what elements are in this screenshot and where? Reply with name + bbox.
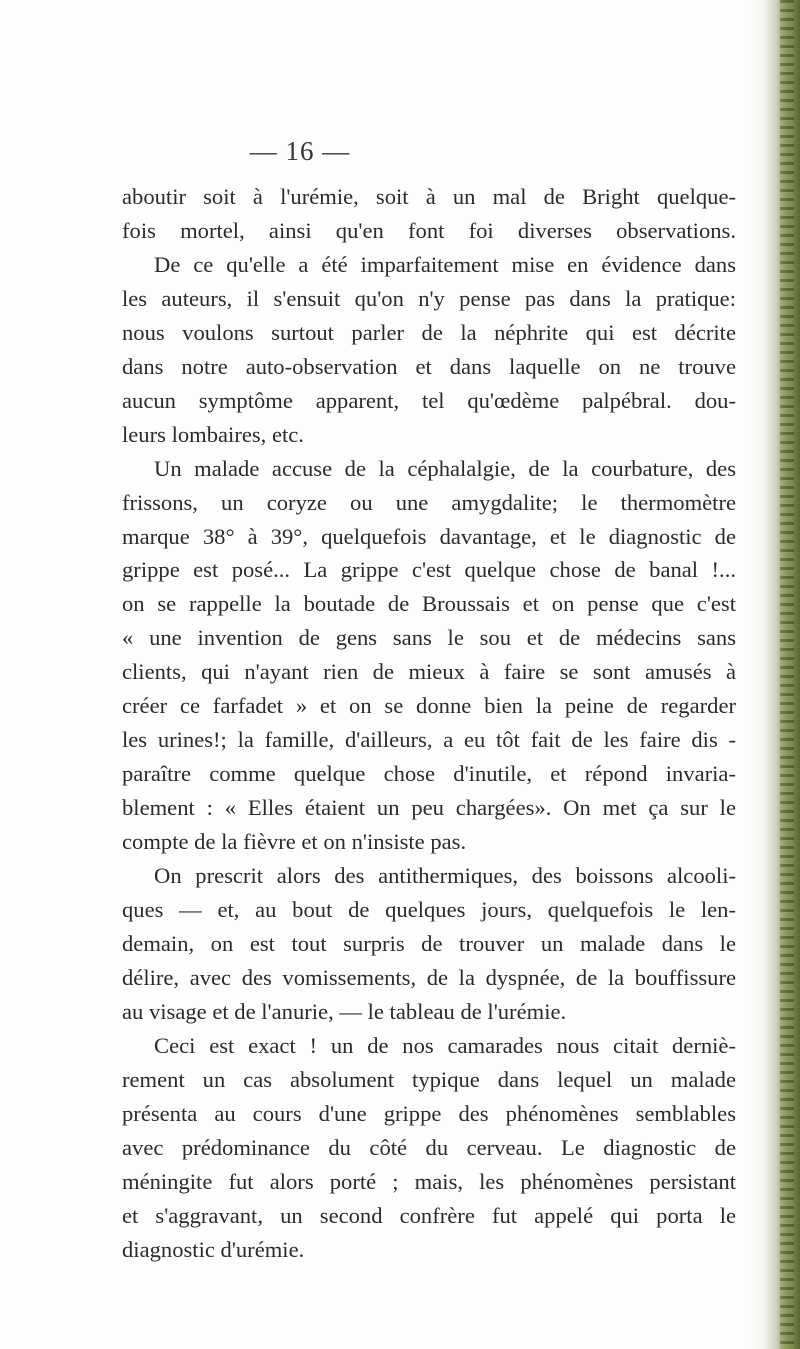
text-line: blement : « Elles étaient un peu chargées». On met ça sur le bbox=[122, 795, 736, 821]
text-line: avec prédominance du côté du cerveau. Le diagnostic de bbox=[122, 1134, 736, 1160]
text-line: dans notre auto-observation et dans laquelle on ne trouve bbox=[122, 353, 736, 379]
text-line: présenta au cours d'une grippe des phénomènes semblables bbox=[122, 1100, 736, 1126]
text-line: aboutir soit à l'urémie, soit à un mal de Bright quelque- bbox=[122, 184, 736, 209]
text-line: rement un cas absolument typique dans lequel un malade bbox=[122, 1066, 736, 1092]
text-line: ques — et, au bout de quelques jours, quelquefois le len- bbox=[122, 897, 736, 923]
text-line: aucun symptôme apparent, tel qu'œdème palpébral. dou- bbox=[122, 387, 736, 413]
text-line: délire, avec des vomissements, de la dyspnée, de la bouffissure bbox=[122, 964, 736, 990]
text-line: diagnostic d'urémie. bbox=[122, 1236, 305, 1262]
text-line: Ceci est exact ! un de nos camarades nous citait derniè- bbox=[154, 1032, 736, 1058]
text-line: marque 38° à 39°, quelquefois davantage, et le diagnostic de bbox=[122, 523, 736, 549]
text-line: On prescrit alors des antithermiques, des boissons alcooli- bbox=[154, 863, 736, 889]
text-line: les urines!; la famille, d'ailleurs, a eu tôt fait de les faire dis - bbox=[122, 727, 736, 753]
body-text bbox=[122, 180, 736, 1267]
page-number: — 16 — bbox=[249, 136, 351, 166]
text-line: créer ce farfadet » et on se donne bien la peine de regarder bbox=[122, 693, 736, 719]
text-line: au visage et de l'anurie, — le tableau de l'urémie. bbox=[122, 998, 567, 1024]
text-line: Un malade accuse de la céphalalgie, de la courbature, des bbox=[154, 455, 736, 481]
text-line: frissons, un coryze ou une amygdalite; le thermomètre bbox=[122, 489, 736, 515]
text-line: compte de la fièvre et on n'insiste pas. bbox=[122, 829, 467, 855]
text-line: leurs lombaires, etc. bbox=[122, 421, 304, 447]
text-line: demain, on est tout surpris de trouver un malade dans le bbox=[122, 930, 736, 956]
text-line: fois mortel, ainsi qu'en font foi diverses observations. bbox=[122, 217, 736, 243]
text-line: clients, qui n'ayant rien de mieux à faire se sont amusés à bbox=[122, 659, 736, 685]
text-line: méningite fut alors porté ; mais, les phénomènes persistant bbox=[122, 1168, 736, 1194]
text-line: on se rappelle la boutade de Broussais et on pense que c'est bbox=[122, 591, 736, 617]
text-line: nous voulons surtout parler de la néphrite qui est décrite bbox=[122, 319, 736, 345]
text-line: et s'aggravant, un second confrère fut appelé qui porta le bbox=[122, 1202, 736, 1228]
text-line: les auteurs, il s'ensuit qu'on n'y pense pas dans la pratique: bbox=[122, 285, 736, 311]
text-line: grippe est posé... La grippe c'est quelque chose de banal !... bbox=[122, 557, 736, 583]
book-binding-edge bbox=[748, 0, 800, 1349]
text-line: De ce qu'elle a été imparfaitement mise en évidence dans bbox=[154, 251, 736, 277]
text-line: paraître comme quelque chose d'inutile, et répond invaria- bbox=[122, 761, 736, 787]
text-line: « une invention de gens sans le sou et de médecins sans bbox=[122, 625, 736, 651]
